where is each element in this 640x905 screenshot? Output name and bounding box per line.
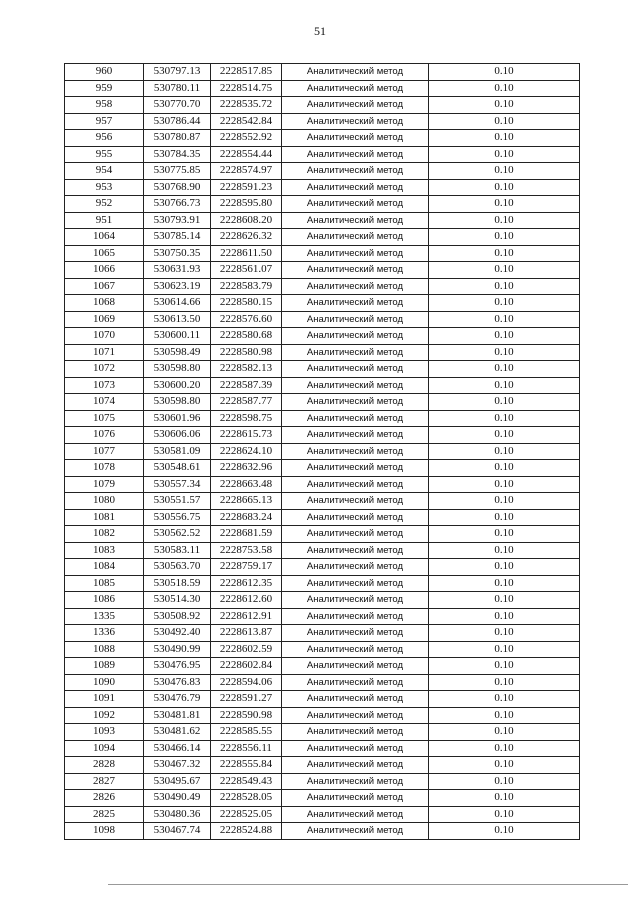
point-number-cell: 953 — [65, 179, 144, 196]
point-number-cell: 1078 — [65, 460, 144, 477]
coordinates-table-body — [65, 64, 580, 840]
accuracy-cell: 0.10 — [429, 64, 580, 81]
y-coordinate-cell: 2228665.13 — [211, 493, 282, 510]
scan-edge-line — [108, 884, 628, 885]
table-row — [65, 509, 580, 526]
accuracy-cell: 0.10 — [429, 559, 580, 576]
point-number-cell: 1065 — [65, 245, 144, 262]
x-coordinate-cell: 530768.90 — [144, 179, 211, 196]
method-cell: Аналитический метод — [282, 443, 429, 460]
accuracy-cell: 0.10 — [429, 229, 580, 246]
method-cell: Аналитический метод — [282, 179, 429, 196]
table-row — [65, 361, 580, 378]
table-row — [65, 130, 580, 147]
method-cell: Аналитический метод — [282, 394, 429, 411]
point-number-cell: 958 — [65, 97, 144, 114]
y-coordinate-cell: 2228535.72 — [211, 97, 282, 114]
point-number-cell: 1075 — [65, 410, 144, 427]
accuracy-cell: 0.10 — [429, 773, 580, 790]
y-coordinate-cell: 2228582.13 — [211, 361, 282, 378]
x-coordinate-cell: 530476.79 — [144, 691, 211, 708]
table-row — [65, 740, 580, 757]
y-coordinate-cell: 2228542.84 — [211, 113, 282, 130]
method-cell: Аналитический метод — [282, 526, 429, 543]
point-number-cell: 1066 — [65, 262, 144, 279]
accuracy-cell: 0.10 — [429, 823, 580, 840]
point-number-cell: 1091 — [65, 691, 144, 708]
point-number-cell: 955 — [65, 146, 144, 163]
x-coordinate-cell: 530518.59 — [144, 575, 211, 592]
table-row — [65, 410, 580, 427]
point-number-cell: 1092 — [65, 707, 144, 724]
point-number-cell: 1094 — [65, 740, 144, 757]
accuracy-cell: 0.10 — [429, 641, 580, 658]
coordinates-table — [64, 63, 580, 840]
y-coordinate-cell: 2228580.15 — [211, 295, 282, 312]
x-coordinate-cell: 530785.14 — [144, 229, 211, 246]
x-coordinate-cell: 530495.67 — [144, 773, 211, 790]
accuracy-cell: 0.10 — [429, 113, 580, 130]
point-number-cell: 1093 — [65, 724, 144, 741]
x-coordinate-cell: 530563.70 — [144, 559, 211, 576]
x-coordinate-cell: 530786.44 — [144, 113, 211, 130]
x-coordinate-cell: 530466.14 — [144, 740, 211, 757]
accuracy-cell: 0.10 — [429, 674, 580, 691]
point-number-cell: 1090 — [65, 674, 144, 691]
accuracy-cell: 0.10 — [429, 196, 580, 213]
method-cell: Аналитический метод — [282, 146, 429, 163]
accuracy-cell: 0.10 — [429, 526, 580, 543]
y-coordinate-cell: 2228525.05 — [211, 806, 282, 823]
method-cell: Аналитический метод — [282, 674, 429, 691]
y-coordinate-cell: 2228585.55 — [211, 724, 282, 741]
accuracy-cell: 0.10 — [429, 328, 580, 345]
y-coordinate-cell: 2228613.87 — [211, 625, 282, 642]
accuracy-cell: 0.10 — [429, 410, 580, 427]
table-row — [65, 64, 580, 81]
y-coordinate-cell: 2228528.05 — [211, 790, 282, 807]
table-row — [65, 311, 580, 328]
accuracy-cell: 0.10 — [429, 443, 580, 460]
table-row — [65, 113, 580, 130]
accuracy-cell: 0.10 — [429, 146, 580, 163]
y-coordinate-cell: 2228514.75 — [211, 80, 282, 97]
point-number-cell: 1077 — [65, 443, 144, 460]
accuracy-cell: 0.10 — [429, 608, 580, 625]
method-cell: Аналитический метод — [282, 328, 429, 345]
point-number-cell: 1082 — [65, 526, 144, 543]
accuracy-cell: 0.10 — [429, 394, 580, 411]
table-row — [65, 97, 580, 114]
accuracy-cell: 0.10 — [429, 592, 580, 609]
accuracy-cell: 0.10 — [429, 476, 580, 493]
y-coordinate-cell: 2228580.68 — [211, 328, 282, 345]
point-number-cell: 1098 — [65, 823, 144, 840]
x-coordinate-cell: 530613.50 — [144, 311, 211, 328]
y-coordinate-cell: 2228590.98 — [211, 707, 282, 724]
method-cell: Аналитический метод — [282, 113, 429, 130]
table-row — [65, 443, 580, 460]
method-cell: Аналитический метод — [282, 757, 429, 774]
x-coordinate-cell: 530614.66 — [144, 295, 211, 312]
x-coordinate-cell: 530598.49 — [144, 344, 211, 361]
method-cell: Аналитический метод — [282, 625, 429, 642]
method-cell: Аналитический метод — [282, 806, 429, 823]
accuracy-cell: 0.10 — [429, 344, 580, 361]
method-cell: Аналитический метод — [282, 196, 429, 213]
y-coordinate-cell: 2228612.91 — [211, 608, 282, 625]
x-coordinate-cell: 530623.19 — [144, 278, 211, 295]
y-coordinate-cell: 2228555.84 — [211, 757, 282, 774]
y-coordinate-cell: 2228759.17 — [211, 559, 282, 576]
x-coordinate-cell: 530476.95 — [144, 658, 211, 675]
accuracy-cell: 0.10 — [429, 740, 580, 757]
method-cell: Аналитический метод — [282, 229, 429, 246]
point-number-cell: 1089 — [65, 658, 144, 675]
method-cell: Аналитический метод — [282, 64, 429, 81]
y-coordinate-cell: 2228632.96 — [211, 460, 282, 477]
table-row — [65, 526, 580, 543]
point-number-cell: 1071 — [65, 344, 144, 361]
y-coordinate-cell: 2228576.60 — [211, 311, 282, 328]
method-cell: Аналитический метод — [282, 295, 429, 312]
point-number-cell: 1064 — [65, 229, 144, 246]
x-coordinate-cell: 530480.36 — [144, 806, 211, 823]
y-coordinate-cell: 2228626.32 — [211, 229, 282, 246]
accuracy-cell: 0.10 — [429, 509, 580, 526]
point-number-cell: 1076 — [65, 427, 144, 444]
method-cell: Аналитический метод — [282, 641, 429, 658]
point-number-cell: 1083 — [65, 542, 144, 559]
x-coordinate-cell: 530490.49 — [144, 790, 211, 807]
table-row — [65, 146, 580, 163]
table-row — [65, 641, 580, 658]
y-coordinate-cell: 2228580.98 — [211, 344, 282, 361]
point-number-cell: 1072 — [65, 361, 144, 378]
x-coordinate-cell: 530797.13 — [144, 64, 211, 81]
x-coordinate-cell: 530750.35 — [144, 245, 211, 262]
point-number-cell: 952 — [65, 196, 144, 213]
y-coordinate-cell: 2228595.80 — [211, 196, 282, 213]
point-number-cell: 956 — [65, 130, 144, 147]
x-coordinate-cell: 530476.83 — [144, 674, 211, 691]
accuracy-cell: 0.10 — [429, 245, 580, 262]
table-row — [65, 460, 580, 477]
y-coordinate-cell: 2228612.35 — [211, 575, 282, 592]
y-coordinate-cell: 2228583.79 — [211, 278, 282, 295]
accuracy-cell: 0.10 — [429, 311, 580, 328]
x-coordinate-cell: 530583.11 — [144, 542, 211, 559]
method-cell: Аналитический метод — [282, 592, 429, 609]
method-cell: Аналитический метод — [282, 707, 429, 724]
table-row — [65, 542, 580, 559]
table-row — [65, 328, 580, 345]
x-coordinate-cell: 530490.99 — [144, 641, 211, 658]
method-cell: Аналитический метод — [282, 790, 429, 807]
table-row — [65, 724, 580, 741]
table-row — [65, 707, 580, 724]
method-cell: Аналитический метод — [282, 344, 429, 361]
method-cell: Аналитический метод — [282, 130, 429, 147]
x-coordinate-cell: 530770.70 — [144, 97, 211, 114]
method-cell: Аналитический метод — [282, 575, 429, 592]
accuracy-cell: 0.10 — [429, 460, 580, 477]
y-coordinate-cell: 2228608.20 — [211, 212, 282, 229]
table-row — [65, 344, 580, 361]
y-coordinate-cell: 2228615.73 — [211, 427, 282, 444]
y-coordinate-cell: 2228753.58 — [211, 542, 282, 559]
y-coordinate-cell: 2228554.44 — [211, 146, 282, 163]
point-number-cell: 1085 — [65, 575, 144, 592]
accuracy-cell: 0.10 — [429, 724, 580, 741]
point-number-cell: 954 — [65, 163, 144, 180]
accuracy-cell: 0.10 — [429, 212, 580, 229]
x-coordinate-cell: 530557.34 — [144, 476, 211, 493]
accuracy-cell: 0.10 — [429, 806, 580, 823]
method-cell: Аналитический метод — [282, 493, 429, 510]
accuracy-cell: 0.10 — [429, 278, 580, 295]
x-coordinate-cell: 530467.74 — [144, 823, 211, 840]
accuracy-cell: 0.10 — [429, 790, 580, 807]
x-coordinate-cell: 530784.35 — [144, 146, 211, 163]
point-number-cell: 1067 — [65, 278, 144, 295]
y-coordinate-cell: 2228683.24 — [211, 509, 282, 526]
accuracy-cell: 0.10 — [429, 427, 580, 444]
method-cell: Аналитический метод — [282, 608, 429, 625]
point-number-cell: 959 — [65, 80, 144, 97]
table-row — [65, 377, 580, 394]
table-row — [65, 493, 580, 510]
x-coordinate-cell: 530481.62 — [144, 724, 211, 741]
table-row — [65, 823, 580, 840]
x-coordinate-cell: 530601.96 — [144, 410, 211, 427]
point-number-cell: 1079 — [65, 476, 144, 493]
table-row — [65, 773, 580, 790]
x-coordinate-cell: 530631.93 — [144, 262, 211, 279]
point-number-cell: 2825 — [65, 806, 144, 823]
method-cell: Аналитический метод — [282, 97, 429, 114]
y-coordinate-cell: 2228587.77 — [211, 394, 282, 411]
x-coordinate-cell: 530562.52 — [144, 526, 211, 543]
x-coordinate-cell: 530492.40 — [144, 625, 211, 642]
accuracy-cell: 0.10 — [429, 691, 580, 708]
x-coordinate-cell: 530581.09 — [144, 443, 211, 460]
method-cell: Аналитический метод — [282, 542, 429, 559]
table-row — [65, 427, 580, 444]
y-coordinate-cell: 2228612.60 — [211, 592, 282, 609]
accuracy-cell: 0.10 — [429, 493, 580, 510]
method-cell: Аналитический метод — [282, 691, 429, 708]
table-row — [65, 790, 580, 807]
accuracy-cell: 0.10 — [429, 757, 580, 774]
point-number-cell: 960 — [65, 64, 144, 81]
x-coordinate-cell: 530548.61 — [144, 460, 211, 477]
table-row — [65, 245, 580, 262]
method-cell: Аналитический метод — [282, 476, 429, 493]
method-cell: Аналитический метод — [282, 724, 429, 741]
accuracy-cell: 0.10 — [429, 163, 580, 180]
table-row — [65, 625, 580, 642]
method-cell: Аналитический метод — [282, 823, 429, 840]
method-cell: Аналитический метод — [282, 212, 429, 229]
page-number: 51 — [314, 24, 326, 38]
table-row — [65, 295, 580, 312]
accuracy-cell: 0.10 — [429, 575, 580, 592]
accuracy-cell: 0.10 — [429, 625, 580, 642]
method-cell: Аналитический метод — [282, 278, 429, 295]
table-row — [65, 163, 580, 180]
y-coordinate-cell: 2228598.75 — [211, 410, 282, 427]
table-row — [65, 674, 580, 691]
y-coordinate-cell: 2228602.59 — [211, 641, 282, 658]
point-number-cell: 1335 — [65, 608, 144, 625]
x-coordinate-cell: 530481.81 — [144, 707, 211, 724]
point-number-cell: 951 — [65, 212, 144, 229]
method-cell: Аналитический метод — [282, 262, 429, 279]
table-row — [65, 559, 580, 576]
y-coordinate-cell: 2228681.59 — [211, 526, 282, 543]
x-coordinate-cell: 530508.92 — [144, 608, 211, 625]
method-cell: Аналитический метод — [282, 361, 429, 378]
x-coordinate-cell: 530467.32 — [144, 757, 211, 774]
method-cell: Аналитический метод — [282, 559, 429, 576]
method-cell: Аналитический метод — [282, 163, 429, 180]
x-coordinate-cell: 530606.06 — [144, 427, 211, 444]
table-row — [65, 394, 580, 411]
y-coordinate-cell: 2228549.43 — [211, 773, 282, 790]
accuracy-cell: 0.10 — [429, 658, 580, 675]
x-coordinate-cell: 530766.73 — [144, 196, 211, 213]
table-row — [65, 80, 580, 97]
method-cell: Аналитический метод — [282, 740, 429, 757]
y-coordinate-cell: 2228591.27 — [211, 691, 282, 708]
y-coordinate-cell: 2228602.84 — [211, 658, 282, 675]
x-coordinate-cell: 530556.75 — [144, 509, 211, 526]
accuracy-cell: 0.10 — [429, 262, 580, 279]
accuracy-cell: 0.10 — [429, 179, 580, 196]
x-coordinate-cell: 530780.11 — [144, 80, 211, 97]
method-cell: Аналитический метод — [282, 311, 429, 328]
y-coordinate-cell: 2228611.50 — [211, 245, 282, 262]
method-cell: Аналитический метод — [282, 460, 429, 477]
y-coordinate-cell: 2228517.85 — [211, 64, 282, 81]
accuracy-cell: 0.10 — [429, 130, 580, 147]
table-row — [65, 229, 580, 246]
y-coordinate-cell: 2228556.11 — [211, 740, 282, 757]
accuracy-cell: 0.10 — [429, 542, 580, 559]
table-row — [65, 262, 580, 279]
x-coordinate-cell: 530598.80 — [144, 361, 211, 378]
point-number-cell: 1081 — [65, 509, 144, 526]
accuracy-cell: 0.10 — [429, 295, 580, 312]
table-row — [65, 658, 580, 675]
y-coordinate-cell: 2228594.06 — [211, 674, 282, 691]
point-number-cell: 1080 — [65, 493, 144, 510]
table-row — [65, 278, 580, 295]
table-row — [65, 179, 580, 196]
accuracy-cell: 0.10 — [429, 377, 580, 394]
point-number-cell: 1069 — [65, 311, 144, 328]
x-coordinate-cell: 530600.11 — [144, 328, 211, 345]
y-coordinate-cell: 2228552.92 — [211, 130, 282, 147]
point-number-cell: 1336 — [65, 625, 144, 642]
y-coordinate-cell: 2228561.07 — [211, 262, 282, 279]
x-coordinate-cell: 530551.57 — [144, 493, 211, 510]
table-row — [65, 575, 580, 592]
table-row — [65, 806, 580, 823]
y-coordinate-cell: 2228587.39 — [211, 377, 282, 394]
table-row — [65, 757, 580, 774]
y-coordinate-cell: 2228524.88 — [211, 823, 282, 840]
point-number-cell: 1070 — [65, 328, 144, 345]
table-row — [65, 608, 580, 625]
x-coordinate-cell: 530780.87 — [144, 130, 211, 147]
point-number-cell: 1073 — [65, 377, 144, 394]
y-coordinate-cell: 2228591.23 — [211, 179, 282, 196]
point-number-cell: 957 — [65, 113, 144, 130]
method-cell: Аналитический метод — [282, 509, 429, 526]
x-coordinate-cell: 530600.20 — [144, 377, 211, 394]
accuracy-cell: 0.10 — [429, 80, 580, 97]
point-number-cell: 1086 — [65, 592, 144, 609]
table-row — [65, 212, 580, 229]
method-cell: Аналитический метод — [282, 245, 429, 262]
method-cell: Аналитический метод — [282, 377, 429, 394]
y-coordinate-cell: 2228663.48 — [211, 476, 282, 493]
y-coordinate-cell: 2228574.97 — [211, 163, 282, 180]
method-cell: Аналитический метод — [282, 410, 429, 427]
point-number-cell: 2827 — [65, 773, 144, 790]
method-cell: Аналитический метод — [282, 80, 429, 97]
point-number-cell: 1074 — [65, 394, 144, 411]
method-cell: Аналитический метод — [282, 658, 429, 675]
table-row — [65, 592, 580, 609]
point-number-cell: 1084 — [65, 559, 144, 576]
y-coordinate-cell: 2228624.10 — [211, 443, 282, 460]
point-number-cell: 1068 — [65, 295, 144, 312]
x-coordinate-cell: 530793.91 — [144, 212, 211, 229]
method-cell: Аналитический метод — [282, 773, 429, 790]
point-number-cell: 1088 — [65, 641, 144, 658]
x-coordinate-cell: 530598.80 — [144, 394, 211, 411]
table-row — [65, 196, 580, 213]
accuracy-cell: 0.10 — [429, 707, 580, 724]
table-row — [65, 476, 580, 493]
point-number-cell: 2828 — [65, 757, 144, 774]
accuracy-cell: 0.10 — [429, 361, 580, 378]
accuracy-cell: 0.10 — [429, 97, 580, 114]
point-number-cell: 2826 — [65, 790, 144, 807]
x-coordinate-cell: 530514.30 — [144, 592, 211, 609]
x-coordinate-cell: 530775.85 — [144, 163, 211, 180]
method-cell: Аналитический метод — [282, 427, 429, 444]
table-row — [65, 691, 580, 708]
